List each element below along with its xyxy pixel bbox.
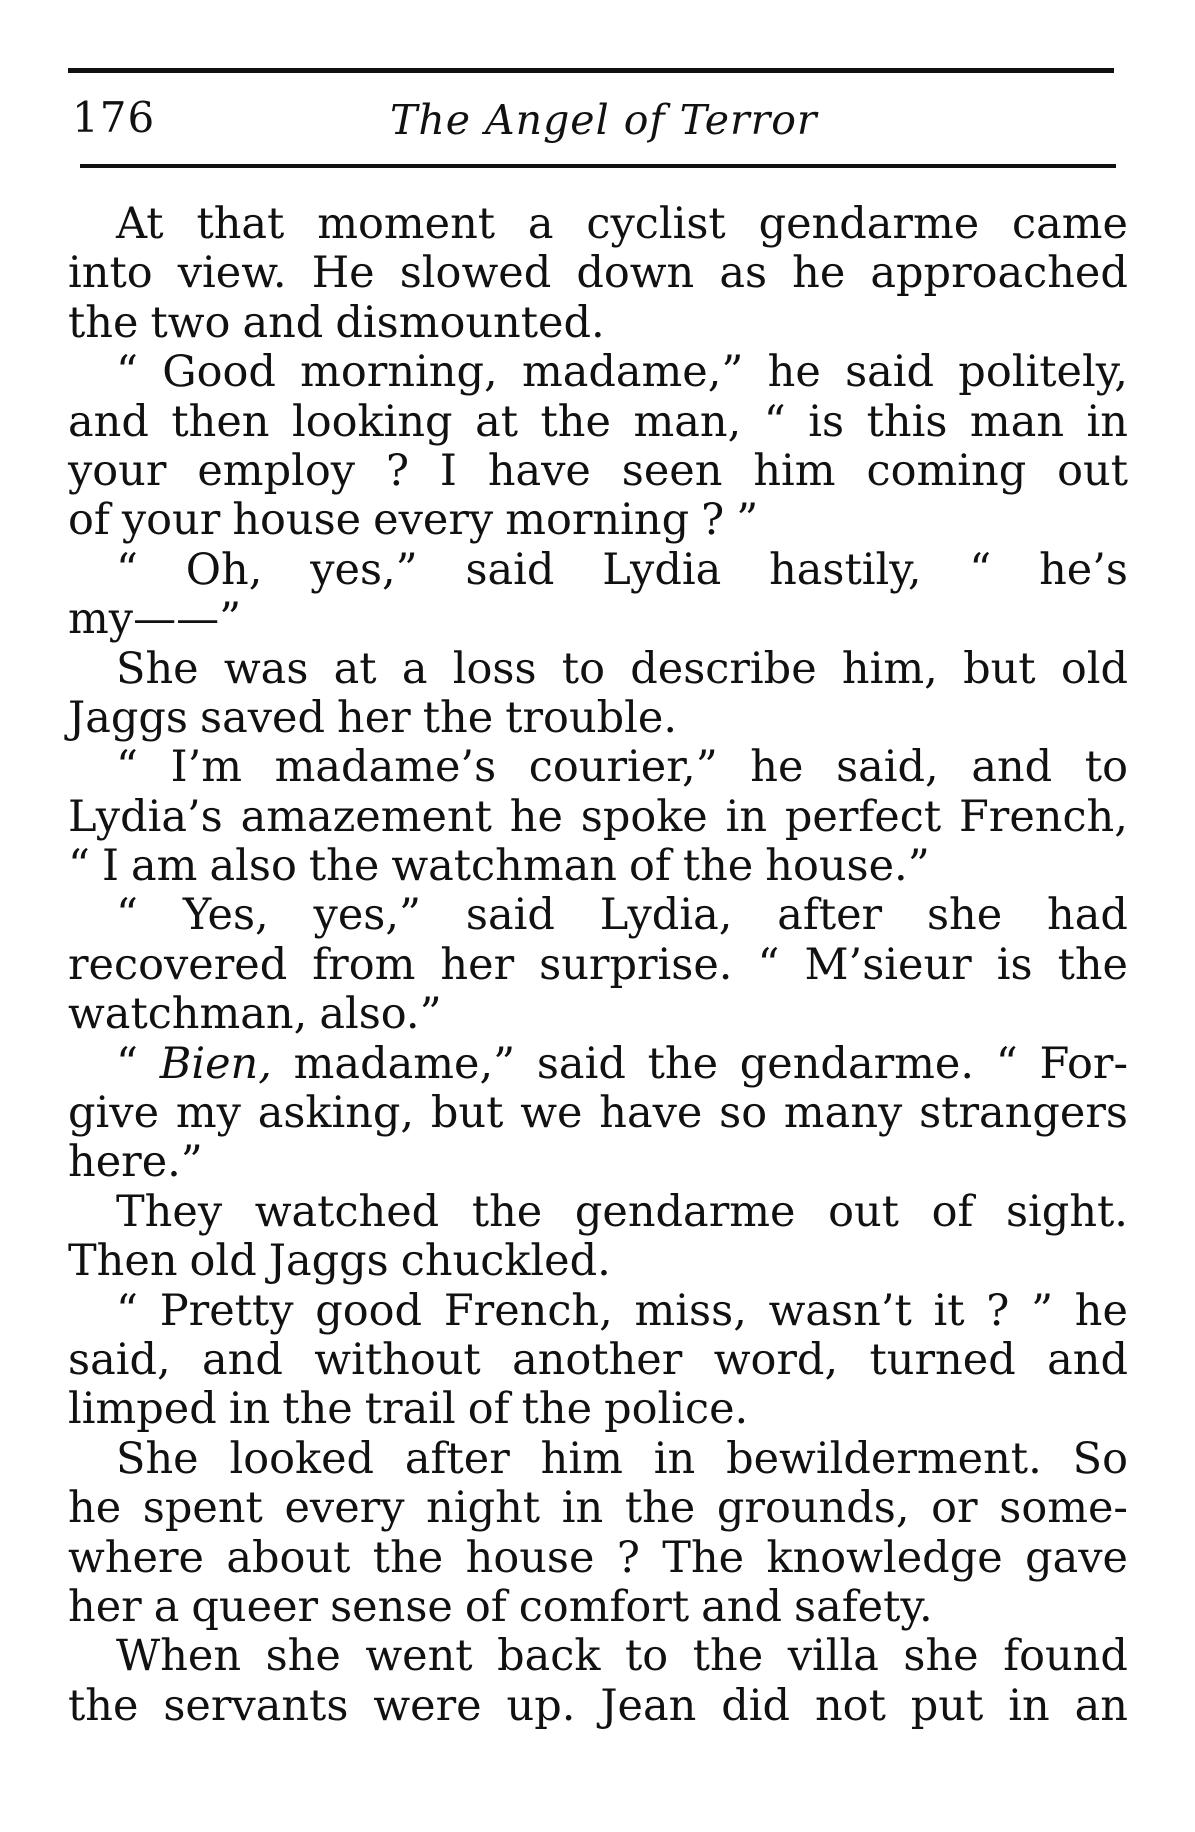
text-line: Then old Jaggs chuckled. — [68, 1236, 611, 1287]
text-line: recovered from her surprise. “ M’sieur is the — [68, 939, 1128, 990]
text-line: my——” — [68, 594, 242, 645]
text-line: Lydia’s amazement he spoke in perfect French, — [68, 791, 1128, 842]
text-line: “ Bien, madame,” said the gendarme. “ For- — [116, 1038, 1128, 1089]
text-line: her a queer sense of comfort and safety. — [68, 1581, 933, 1632]
text-line: “ I am also the watchman of the house.” — [68, 841, 930, 892]
text-line: the two and dismounted. — [68, 297, 605, 348]
text-line: into view. He slowed down as he approached — [68, 248, 1128, 299]
text-line: “ Good morning, madame,” he said politely, — [116, 347, 1128, 398]
text-line: here.” — [68, 1137, 203, 1188]
text-line: “ Oh, yes,” said Lydia hastily, “ he’s — [116, 544, 1128, 595]
text-line: and then looking at the man, “ is this man in — [68, 396, 1128, 447]
running-title: The Angel of Terror — [390, 96, 818, 144]
text-line: watchman, also.” — [68, 989, 442, 1040]
text-line: your employ ? I have seen him coming out — [68, 445, 1128, 496]
text-line: “ Pretty good French, miss, wasn’t it ? ” he — [116, 1285, 1128, 1336]
text-line: the servants were up. Jean did not put in an — [68, 1680, 1128, 1731]
text-line: of your house every morning ? ” — [68, 495, 759, 546]
text-line: At that moment a cyclist gendarme came — [116, 199, 1128, 249]
text-line: They watched the gendarme out of sight. — [116, 1186, 1128, 1237]
text-line: give my asking, but we have so many strangers — [68, 1088, 1128, 1139]
text-line: “ Yes, yes,” said Lydia, after she had — [116, 890, 1128, 941]
header-rule-top — [68, 68, 1114, 73]
text-line: “ I’m madame’s courier,” he said, and to — [116, 742, 1128, 793]
text-line: She looked after him in bewilderment. So — [116, 1433, 1128, 1484]
page-number: 176 — [72, 93, 156, 142]
text-line: he spent every night in the grounds, or some- — [68, 1483, 1128, 1534]
body-text — [68, 200, 1128, 1731]
header-rule-bottom — [80, 164, 1116, 168]
text-line: where about the house ? The knowledge gave — [68, 1532, 1128, 1583]
text-line: When she went back to the villa she found — [116, 1631, 1128, 1682]
text-line: said, and without another word, turned and — [68, 1334, 1128, 1385]
text-line: limped in the trail of the police. — [68, 1384, 749, 1435]
text-line: She was at a loss to describe him, but old — [116, 643, 1128, 694]
text-line: Jaggs saved her the trouble. — [68, 692, 678, 743]
